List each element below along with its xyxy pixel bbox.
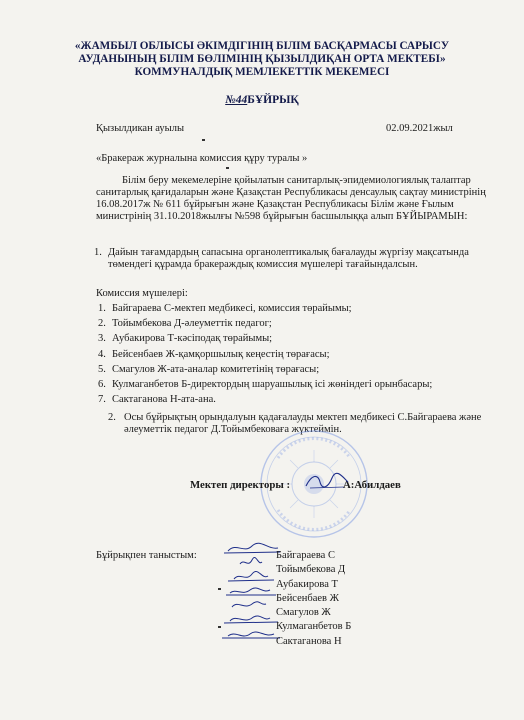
list-item: Байгараева С [276,550,335,561]
item-text: Дайын тағамдардың сапасына органолептикалық бағалауды жүргізу мақсатында төмендегі құрамда бракераждық комиссия мүшелері тағайындалсын. [108,247,469,270]
header-line-3: КОММУНАЛДЫҚ МЕМЛЕКЕТТІК МЕКЕМЕСІ [134,66,390,78]
director-signature [304,470,350,492]
list-item [98,377,492,392]
order-title [0,94,524,106]
list-item [98,362,492,377]
item-text: Кулмаганбетов Б-директордың шаруашылық ісі жөніндегі орынбасары; [112,378,433,390]
item-marker: 4. [98,348,106,360]
members-list [98,301,492,407]
stray-mark [226,167,229,169]
item-text: Тойымбекова Д-әлеуметтік педагог; [112,318,272,330]
list-item: Тойымбекова Д [276,564,346,576]
director-name: А:Абилдаев [343,479,401,491]
acknowledgement-names [276,549,351,649]
item-marker: 2. [98,318,106,330]
item-marker: 7. [98,394,106,406]
list-item [98,301,492,316]
header-line-2: АУДАНЫНЫҢ БІЛІМ БӨЛІМІНІҢ ҚЫЗЫЛДИҚАН ОРТА МЕКТЕБІ» [78,53,446,65]
order-word: БҰЙРЫҚ [247,94,299,106]
stray-mark [202,139,205,141]
item-text: Смагулов Ж-ата-аналар комитетінің төрағасы; [112,363,320,375]
item-text: Сактаганова Н-ата-ана. [112,394,216,406]
list-item: Аубакирова Т [276,578,338,590]
list-item: Смагулов Ж [276,607,331,619]
item-marker: 1. [94,247,102,258]
list-item: Сактаганова Н [276,635,342,647]
list-item: Бейсенбаев Ж [276,592,340,604]
list-item: Кулмаганбетов Б [276,621,352,633]
acknowledgement-signatures [222,542,282,646]
director-signature-line [190,479,401,491]
item-marker: 3. [98,333,106,345]
item-marker: 5. [98,363,106,375]
order-place: Қызылдикан ауылы [96,123,185,134]
item-text: Байгараева С-мектеп медбикесі, комиссия төрайымы; [112,303,352,314]
list-item [98,347,492,362]
list-item [98,316,492,331]
institution-header [0,40,524,79]
stray-mark [218,626,221,628]
list-item [98,331,492,346]
item-text: Бейсенбаев Ж-қамқоршылық кеңестің төрағасы; [112,348,330,360]
item-marker: 2. [108,412,116,423]
order-item-1 [94,247,488,271]
item-text: Осы бұйрықтың орындалуын қадағалауды мектеп медбикесі С.Байгараева және әлеуметтік педагог Д.Тойымбековаға жүктеймін. [124,412,482,435]
preamble-paragraph: Білім беру мекемелеріне қойылатын санитарлық-эпидемиологиялық талаптар санитарлық қағидаларын және Қазақстан Республикасы денсаулық сақтау министрінің 16.08.2017ж № 611 бұйрығын және Қазақстан Республикасы Білім және Ғылым министрінің 31.10.2018жылғы №598 бұйрығын басшылыққа алып БҰЙЫРАМЫН: [96,175,486,222]
members-label: Комиссия мүшелері: [96,288,188,299]
director-label: Мектеп директоры : [190,479,291,491]
stray-mark [218,588,221,590]
list-item [98,392,492,407]
order-subject: «Бракераж журналына комиссия құру туралы » [96,153,308,164]
acknowledgement-label: Бұйрықпен таныстым: [96,550,197,561]
item-marker: 1. [98,303,106,314]
item-text: Аубакирова Т-кәсіподақ төрайымы; [112,333,273,345]
order-date: 02.09.2021жыл [386,123,453,134]
order-number: №44 [225,94,248,106]
item-marker: 6. [98,378,106,390]
header-line-1: «ЖАМБЫЛ ОБЛЫСЫ ӘКІМДІГІНІҢ БІЛІМ БАСҚАРМАСЫ САРЫСУ [74,40,450,52]
